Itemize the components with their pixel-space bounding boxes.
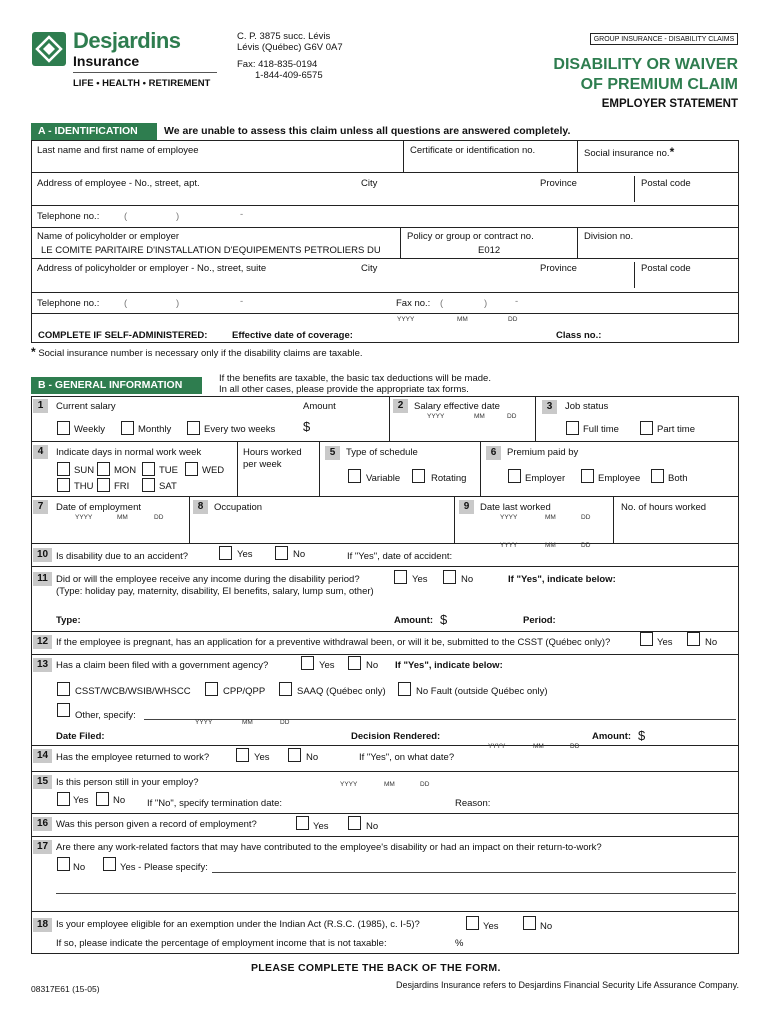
q14-label: Has the employee returned to work? (56, 752, 210, 763)
day-tue-label: TUE (159, 465, 178, 476)
q10-yyyy: YYYY (500, 542, 518, 549)
q2-label: Salary effective date (414, 401, 500, 412)
schedule-variable-label: Variable (366, 473, 401, 484)
hours-worked-label: Hours worked (243, 447, 302, 458)
decision-yyyy: YYYY (488, 743, 506, 750)
brand-sub: Insurance (73, 53, 140, 69)
q3-label: Job status (565, 401, 609, 412)
section-a-note: We are unable to assess this claim unless all questions are answered completely. (164, 125, 571, 137)
q9-label: Date last worked (480, 502, 551, 513)
label-sin: Social insurance no.* (584, 145, 675, 159)
section-b-note2: In all other cases, please provide the appropriate tax forms. (219, 384, 469, 395)
q10-no-checkbox[interactable] (275, 546, 288, 560)
effective-date-input[interactable] (380, 326, 540, 340)
day-mon-checkbox[interactable] (97, 462, 110, 476)
premium-employer-label: Employer (525, 473, 566, 484)
day-mon-label: MON (114, 465, 137, 476)
label-policyholder-address: Address of policyholder or employer - No., street, suite (37, 263, 267, 274)
q15-reason-label: Reason: (455, 798, 491, 809)
agency-cpp-label: CPP/QPP (223, 686, 266, 697)
q15-dd: DD (420, 781, 430, 788)
section-b-header: B - GENERAL INFORMATION (31, 377, 202, 394)
q16-yes-checkbox[interactable] (296, 816, 309, 830)
q18-yes-label: Yes (483, 921, 499, 932)
q15-no-checkbox[interactable] (96, 792, 109, 806)
agency-csst-label: CSST/WCB/WSIB/WHSCC (75, 686, 191, 697)
sin-input[interactable] (584, 157, 734, 170)
ph-tel-dash: - (240, 296, 244, 307)
q13-yes-label: Yes (319, 660, 335, 671)
weekly-checkbox[interactable] (57, 421, 70, 435)
q-number: 9 (459, 500, 474, 514)
day-thu-checkbox[interactable] (57, 478, 70, 492)
sin-footnote: * Social insurance number is necessary only if the disability claims are taxable. (31, 345, 363, 359)
monthly-checkbox[interactable] (121, 421, 134, 435)
agency-other-checkbox[interactable] (57, 703, 70, 717)
day-sat-checkbox[interactable] (142, 478, 155, 492)
q-number: 7 (33, 500, 48, 514)
q4-label: Indicate days in normal work week (56, 447, 202, 458)
q10-dd: DD (581, 542, 591, 549)
phone-number: 1-844-409-6575 (255, 70, 323, 81)
q11-no-label: No (461, 574, 474, 585)
q12-no-checkbox[interactable] (687, 632, 700, 646)
policyholder-value[interactable]: LE COMITE PARITAIRE D'INSTALLATION D'EQUIPEMENTS PETROLIERS DU (41, 245, 381, 256)
per-week-label: per week (243, 459, 282, 470)
q-number: 2 (393, 399, 408, 413)
form-title-1: DISABILITY OR WAIVER (553, 56, 738, 73)
fax-paren-open: ( (440, 298, 444, 309)
q7-yyyy: YYYY (75, 514, 93, 521)
q17-specify-line-2[interactable] (56, 893, 736, 894)
q8-label: Occupation (214, 502, 263, 513)
premium-both-label: Both (668, 473, 688, 484)
q15-mm: MM (384, 781, 395, 788)
q14-if-yes-label: If "Yes", on what date? (359, 752, 455, 763)
day-sun-label: SUN (74, 465, 95, 476)
q15-termination-label: If "No", specify termination date: (147, 798, 283, 809)
q18-no-label: No (540, 921, 553, 932)
q-number: 13 (33, 658, 52, 672)
q-number: 10 (33, 548, 52, 562)
desjardins-logo (32, 32, 66, 66)
other-specify-line[interactable] (144, 719, 736, 720)
footnote-star: * (31, 345, 36, 359)
type-label: Type: (56, 615, 81, 626)
q2-mm: MM (474, 413, 485, 420)
q17-specify-line-1[interactable] (212, 872, 736, 873)
day-wed-label: WED (202, 465, 225, 476)
label-employee-city: City (361, 178, 378, 189)
label-policyholder: Name of policyholder or employer (37, 231, 180, 242)
q-number: 17 (33, 840, 52, 854)
fax-dash: - (515, 296, 519, 307)
effective-date-label: Effective date of coverage: (232, 330, 353, 341)
address-line1: C. P. 3875 succ. Lévis (237, 31, 331, 42)
policy-no-value[interactable]: E012 (478, 245, 501, 256)
date-filed-yyyy: YYYY (195, 719, 213, 726)
q13-yes-checkbox[interactable] (301, 656, 314, 670)
q12-label: If the employee is pregnant, has an application for a preventive withdrawal been, or will it be, submitted to the CSST (Québec only)? (56, 637, 611, 648)
q18-no-checkbox[interactable] (523, 916, 536, 930)
q16-yes-label: Yes (313, 821, 329, 832)
doc-tag-box (590, 33, 738, 45)
q16-label: Was this person given a record of employment? (56, 819, 257, 830)
brand-name: Desjardins (73, 28, 181, 53)
q17-label: Are there any work-related factors that may have contributed to the employee's disability or had an impact on their return-to-work? (56, 842, 602, 853)
q18-sub-label: If so, please indicate the percentage of employment income that is not taxable: (56, 938, 387, 949)
q-number: 18 (33, 918, 52, 932)
agency-other-label: Other, specify: (75, 710, 136, 721)
q-number: 14 (33, 749, 52, 763)
q18-percent-input[interactable] (410, 935, 452, 949)
agency-csst-checkbox[interactable] (57, 682, 70, 696)
day-fri-label: FRI (114, 481, 130, 492)
biweekly-checkbox[interactable] (187, 421, 200, 435)
premium-both-checkbox[interactable] (651, 469, 664, 483)
q6-label: Premium paid by (507, 447, 579, 458)
label-employee-address: Address of employee - No., street, apt. (37, 178, 200, 189)
q13-if-yes-label: If "Yes", indicate below: (395, 660, 503, 671)
q13-no-label: No (366, 660, 379, 671)
q-number: 4 (33, 445, 48, 459)
q-number: 8 (193, 500, 208, 514)
q-number: 11 (33, 572, 52, 586)
label-policyholder-telephone: Telephone no.: (37, 298, 100, 309)
q12-yes-checkbox[interactable] (640, 632, 653, 646)
q5-label: Type of schedule (346, 447, 418, 458)
period-label: Period: (523, 615, 556, 626)
label-employee-name: Last name and first name of employee (37, 145, 199, 156)
complete-back-notice: PLEASE COMPLETE THE BACK OF THE FORM. (251, 962, 501, 974)
decision-mm: MM (533, 743, 544, 750)
q15-yyyy: YYYY (340, 781, 358, 788)
form-code: 08317E61 (15-05) (31, 984, 100, 994)
q10-mm: MM (545, 542, 556, 549)
q10-no-label: No (293, 549, 306, 560)
q15-label: Is this person still in your employ? (56, 777, 199, 788)
self-admin-label: COMPLETE IF SELF-ADMINISTERED: (38, 330, 208, 341)
q1-label: Current salary (56, 401, 116, 412)
brand-tagline: LIFE • HEALTH • RETIREMENT (73, 78, 211, 89)
decision-dd: DD (570, 743, 580, 750)
fax-paren-close: ) (484, 298, 488, 309)
q13-no-checkbox[interactable] (348, 656, 361, 670)
label-employee-postal: Postal code (641, 178, 691, 189)
company-note: Desjardins Insurance refers to Desjardins Financial Security Life Assurance Company. (396, 980, 739, 990)
label-certificate-no: Certificate or identification no. (410, 145, 536, 156)
q11-sub-label: (Type: holiday pay, maternity, disability, EI benefits, salary, lump sum, other) (56, 586, 374, 597)
q-number: 5 (325, 446, 340, 460)
q16-no-checkbox[interactable] (348, 816, 361, 830)
q9-mm: MM (545, 514, 556, 521)
amount-dollar: $ (440, 612, 448, 627)
q-number: 6 (486, 446, 501, 460)
employee-telephone-input[interactable] (128, 210, 328, 223)
label-policyholder-postal: Postal code (641, 263, 691, 274)
label-policy-no: Policy or group or contract no. (407, 231, 534, 242)
day-wed-checkbox[interactable] (185, 462, 198, 476)
q7-mm: MM (117, 514, 128, 521)
q18-yes-checkbox[interactable] (466, 916, 479, 930)
q12-yes-label: Yes (657, 637, 673, 648)
form-subtitle: EMPLOYER STATEMENT (601, 98, 738, 110)
label-division-no: Division no. (584, 231, 634, 242)
q17-yes-specify-label: Yes - Please specify: (120, 862, 208, 873)
date-filed-mm: MM (242, 719, 253, 726)
q14-no-label: No (306, 752, 319, 763)
address-line2: Lévis (Québec) G6V 0A7 (237, 42, 343, 53)
day-sat-label: SAT (159, 481, 177, 492)
date-filed-dd: DD (280, 719, 290, 726)
q15-yes-checkbox[interactable] (57, 792, 70, 806)
decision-amount-label: Amount: (592, 731, 632, 742)
q-number: 3 (542, 400, 557, 414)
q18-label: Is your employee eligible for an exemption under the Indian Act (R.S.C. (1985), c. I-5)? (56, 919, 420, 930)
q18-percent-sign: % (455, 938, 464, 949)
eff-dd: DD (508, 316, 518, 323)
q11-label: Did or will the employee receive any income during the disability period? (56, 574, 360, 585)
schedule-rotating-label: Rotating (431, 473, 467, 484)
label-employee-telephone: Telephone no.: (37, 211, 100, 222)
q7-dd: DD (154, 514, 164, 521)
amount-label: Amount: (394, 615, 434, 626)
eff-mm: MM (457, 316, 468, 323)
q14-no-checkbox[interactable] (288, 748, 301, 762)
label-policyholder-province: Province (540, 263, 577, 274)
hours-last-day-label: No. of hours worked (621, 502, 707, 513)
q2-dd: DD (507, 413, 517, 420)
doc-tag: GROUP INSURANCE - DISABILITY CLAIMS (593, 36, 735, 43)
q14-yes-checkbox[interactable] (236, 748, 249, 762)
form-title-2: OF PREMIUM CLAIM (580, 76, 738, 93)
part-time-checkbox[interactable] (640, 421, 653, 435)
q-number: 16 (33, 817, 52, 831)
q11-no-checkbox[interactable] (443, 570, 456, 584)
monthly-label: Monthly (138, 424, 172, 435)
q9-dd: DD (581, 514, 591, 521)
schedule-rotating-checkbox[interactable] (412, 469, 425, 483)
decision-rendered-label: Decision Rendered: (351, 731, 441, 742)
q15-yes-label: Yes (73, 795, 89, 806)
sin-asterisk: * (669, 145, 675, 159)
label-employee-province: Province (540, 178, 577, 189)
section-a-header: A - IDENTIFICATION (31, 123, 157, 140)
q7-label: Date of employment (56, 502, 142, 513)
section-b-note1: If the benefits are taxable, the basic tax deductions will be made. (219, 373, 491, 384)
day-tue-checkbox[interactable] (142, 462, 155, 476)
day-thu-label: THU (74, 481, 94, 492)
q10-if-yes-label: If "Yes", date of accident: (347, 551, 453, 562)
q16-no-label: No (366, 821, 379, 832)
tel-dash: - (240, 209, 244, 220)
decision-dollar: $ (638, 728, 646, 743)
tel-paren-close: ) (176, 211, 180, 222)
q13-label: Has a claim been filed with a government agency? (56, 660, 269, 671)
premium-employee-checkbox[interactable] (581, 469, 594, 483)
ph-tel-paren-open: ( (124, 298, 128, 309)
q17-yes-checkbox[interactable] (103, 857, 116, 871)
q2-yyyy: YYYY (427, 413, 445, 420)
q11-yes-label: Yes (412, 574, 428, 585)
weekly-label: Weekly (74, 424, 105, 435)
agency-saaq-label: SAAQ (Québec only) (297, 686, 386, 697)
premium-employee-label: Employee (598, 473, 641, 484)
q10-yes-checkbox[interactable] (219, 546, 232, 560)
part-time-label: Part time (657, 424, 696, 435)
label-policyholder-city: City (361, 263, 378, 274)
q11-if-yes-label: If "Yes", indicate below: (508, 574, 616, 585)
premium-employer-checkbox[interactable] (508, 469, 521, 483)
q17-no-label: No (73, 862, 86, 873)
employee-address-input[interactable] (37, 190, 337, 203)
schedule-variable-checkbox[interactable] (348, 469, 361, 483)
day-fri-checkbox[interactable] (97, 478, 110, 492)
q11-yes-checkbox[interactable] (394, 570, 407, 584)
q17-no-checkbox[interactable] (57, 857, 70, 871)
full-time-checkbox[interactable] (566, 421, 579, 435)
tel-paren-open: ( (124, 211, 128, 222)
biweekly-label: Every two weeks (204, 424, 276, 435)
agency-saaq-checkbox[interactable] (279, 682, 292, 696)
q-number: 12 (33, 635, 52, 649)
q15-no-label: No (113, 795, 126, 806)
employee-name-input[interactable] (37, 157, 397, 170)
certificate-no-input[interactable] (410, 157, 570, 170)
q12-no-label: No (705, 637, 718, 648)
agency-nofault-checkbox[interactable] (398, 682, 411, 696)
agency-cpp-checkbox[interactable] (205, 682, 218, 696)
q10-label: Is disability due to an accident? (56, 551, 189, 562)
fax-number: Fax: 418-835-0194 (237, 59, 318, 70)
salary-amount-input[interactable] (316, 419, 382, 434)
eff-yyyy: YYYY (397, 316, 415, 323)
q10-yes-label: Yes (237, 549, 253, 560)
q-number: 1 (33, 399, 48, 413)
ph-tel-paren-close: ) (176, 298, 180, 309)
salary-effective-date-input[interactable] (414, 420, 529, 436)
q-number: 15 (33, 775, 52, 789)
day-sun-checkbox[interactable] (57, 462, 70, 476)
q1-amount-label: Amount (303, 401, 336, 412)
agency-nofault-label: No Fault (outside Québec only) (416, 686, 548, 697)
class-no-label: Class no.: (556, 330, 602, 341)
label-fax-no: Fax no.: (396, 298, 431, 309)
occupation-input[interactable] (214, 515, 448, 539)
date-filed-label: Date Filed: (56, 731, 105, 742)
full-time-label: Full time (583, 424, 619, 435)
q9-yyyy: YYYY (500, 514, 518, 521)
q14-yes-label: Yes (254, 752, 270, 763)
salary-dollar: $ (303, 419, 311, 434)
